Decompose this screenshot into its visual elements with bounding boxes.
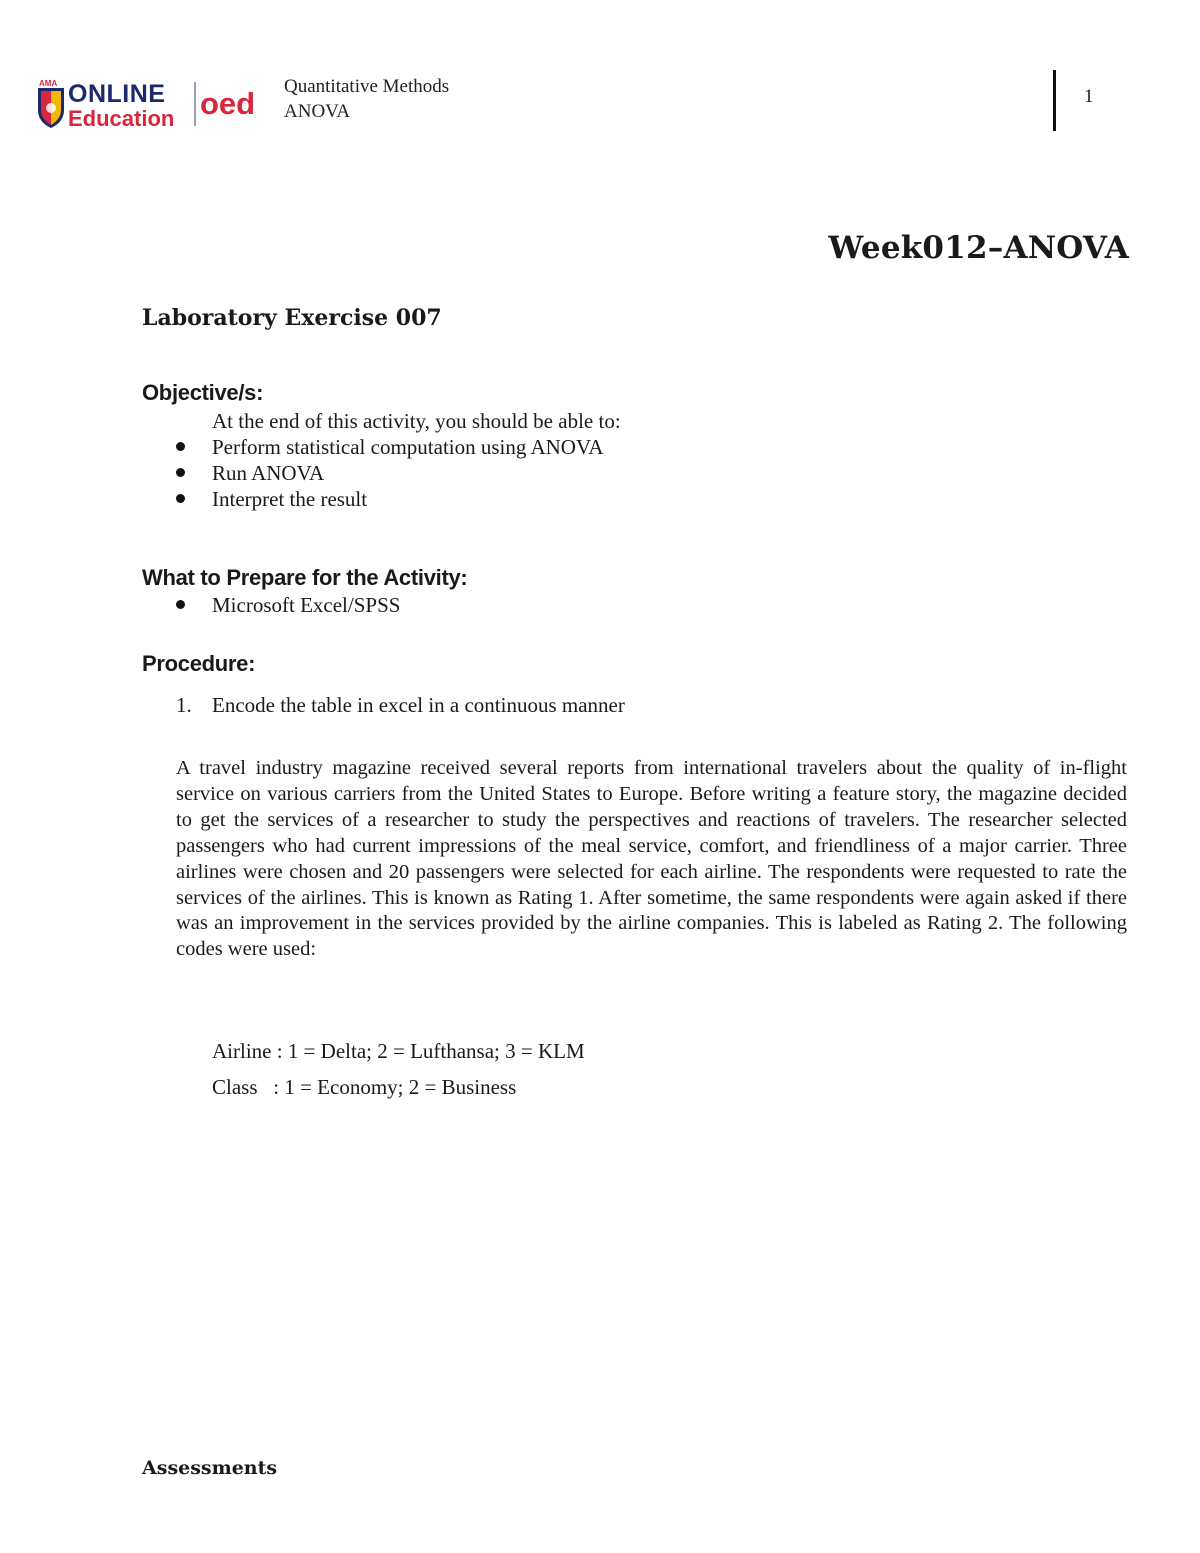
prepare-heading: What to Prepare for the Activity: — [142, 565, 468, 590]
prepare-item: Microsoft Excel/SPSS — [212, 593, 401, 617]
lab-exercise-title: Laboratory Exercise 007 — [142, 305, 442, 331]
header-course-info — [284, 74, 449, 124]
procedure-step-text: Encode the table in excel in a continuous manner — [212, 693, 625, 717]
svg-text:Education: Education — [68, 106, 175, 130]
bullet-icon — [176, 468, 185, 477]
svg-text:AMA: AMA — [39, 79, 58, 88]
course-name: Quantitative Methods — [284, 76, 450, 97]
airline-codes: Airline : 1 = Delta; 2 = Lufthansa; 3 = KLM — [212, 1039, 585, 1063]
class-codes: Class : 1 = Economy; 2 = Business — [212, 1075, 517, 1099]
procedure-step-number: 1. — [176, 693, 192, 717]
page-number: 1 — [1084, 86, 1094, 107]
objective-item: Perform statistical computation using ANOVA — [212, 435, 604, 459]
objective-item: Run ANOVA — [212, 461, 325, 485]
procedure-heading: Procedure: — [142, 651, 256, 676]
svg-text:oed: oed — [200, 86, 256, 121]
bullet-icon — [176, 494, 185, 503]
objectives-intro: At the end of this activity, you should be able to: — [212, 409, 621, 433]
svg-text:ONLINE: ONLINE — [68, 80, 166, 108]
logo — [36, 78, 272, 130]
shield-icon — [38, 88, 64, 128]
page-title: Week012–ANOVA — [828, 230, 1129, 266]
bullet-icon — [176, 442, 185, 451]
header-divider — [1053, 70, 1056, 131]
objective-item: Interpret the result — [212, 487, 368, 511]
course-topic: ANOVA — [284, 101, 351, 122]
objectives-heading: Objective/s: — [142, 380, 264, 405]
scenario-paragraph: A travel industry magazine received several reports from international travelers about the quality of in-flight service on various carriers from the United States to Europe. Before writing a feature story, the magazine decided to get the services of a researcher to study the perspectives and reactions of travelers. The researcher selected passengers who had current impressions of the meal service, comfort, and friendliness of a major carrier. Three airlines were chosen and 20 passengers were selected for each airline. The respondents were requested to rate the services of the airlines. This is known as Rating 1. After sometime, the same respondents were again asked if there was an improvement in the services provided by the airline companies. This is labeled as Rating 2. The following codes were used: — [176, 757, 1127, 961]
assessments-heading: Assessments — [142, 1457, 278, 1479]
bullet-icon — [176, 600, 185, 609]
